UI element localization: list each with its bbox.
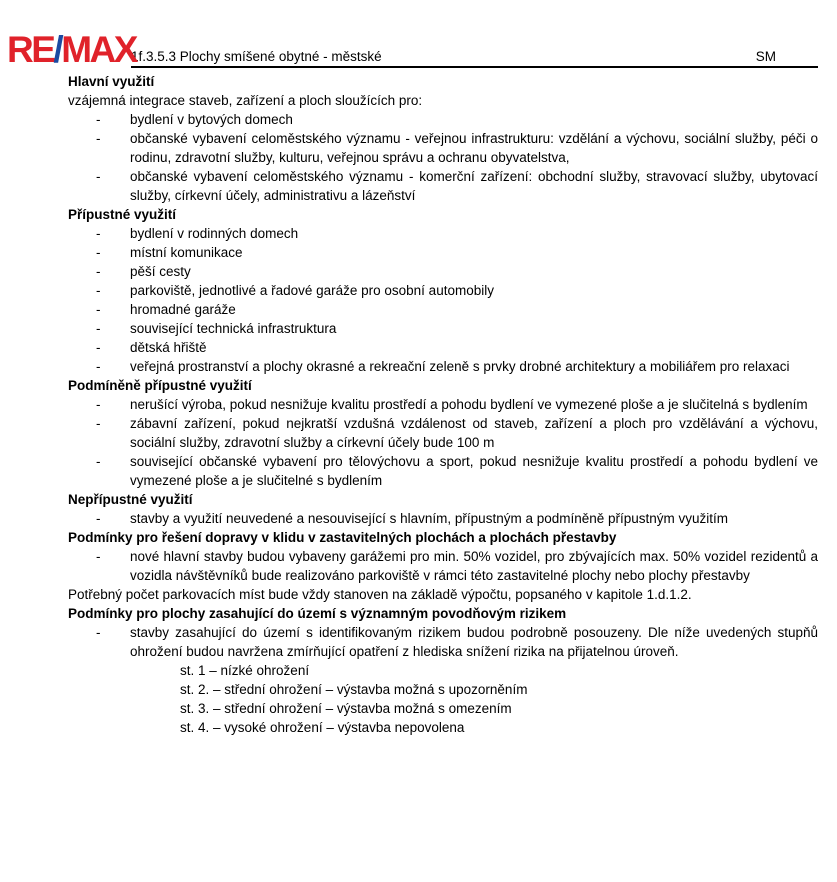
list-item — [68, 300, 818, 319]
bullet-dash: - — [96, 131, 101, 146]
list-item — [68, 262, 818, 281]
list-item-text: zábavní zařízení, pokud nejkratší vzdušná vzdálenost od staveb, zařízení a ploch pro vzdělávání a výchovu, sociální služby, zdravotní služby a církevní účely bude 100 m — [130, 416, 818, 450]
list-item-text: bydlení v rodinných domech — [130, 226, 299, 241]
bullet-dash: - — [96, 321, 101, 336]
bullet-dash: - — [96, 283, 101, 298]
list-item-text: dětská hřiště — [130, 340, 207, 355]
list-item-text: veřejná prostranství a plochy okrasné a rekreační zeleně s prvky drobné architektury a mobiliářem pro relaxaci — [130, 359, 790, 374]
list-item-text: nerušící výroba, pokud nesnižuje kvalitu prostředí a pohodu bydlení ve vymezené ploše a je slučitelná s bydlením — [130, 397, 808, 412]
list-item-text: bydlení v bytových domech — [130, 112, 293, 127]
heading-podminky-doprava: Podmínky pro řešení dopravy v klidu v zastavitelných plochách a plochách přestavby — [68, 530, 617, 545]
list-item — [68, 129, 818, 167]
bullet-dash: - — [96, 511, 101, 526]
remax-logo-slash: / — [53, 29, 62, 70]
section-header-code: SM — [755, 49, 776, 64]
list-item-text: stavby zasahující do území s identifikovaným rizikem budou podrobně posouzeny. Dle níže uvedených stupňů ohrožení budou navržena zmírňující opatření z hlediska snížení rizika na přijatelnou úroveň. — [130, 625, 818, 659]
paragraph-intro: vzájemná integrace staveb, zařízení a ploch sloužících pro: — [68, 93, 423, 108]
list-item — [68, 167, 818, 205]
list-item-text: související technická infrastruktura — [130, 321, 337, 336]
remax-logo-re: RE — [7, 29, 54, 70]
list-item-text: parkoviště, jednotlivé a řadové garáže pro osobní automobily — [130, 283, 494, 298]
section-header-rule — [131, 46, 818, 68]
flood-level-item: st. 3. – střední ohrožení – výstavba možná s omezením — [180, 701, 512, 716]
bullet-dash: - — [96, 264, 101, 279]
list-item-text: občanské vybavení celoměstského významu - veřejnou infrastrukturu: vzdělání a výchovu, sociální služby, péči o rodinu, zdravotní služby, kulturu, veřejnou správu a ochranu obyvatelstva, — [130, 131, 818, 165]
document-content — [68, 72, 818, 737]
remax-logo-max: MAX — [61, 29, 136, 70]
bullet-dash: - — [96, 340, 101, 355]
heading-hlavni-vyuziti: Hlavní využití — [68, 74, 155, 89]
section-header-title: 1f.3.5.3 Plochy smíšené obytné - městské — [131, 49, 382, 64]
list-item — [68, 281, 818, 300]
bullet-dash: - — [96, 416, 101, 431]
bullet-dash: - — [96, 226, 101, 241]
list-item — [68, 547, 818, 585]
paragraph-parking-note: Potřebný počet parkovacích míst bude vždy stanoven na základě výpočtu, popsaného v kapitole 1.d.1.2. — [68, 587, 692, 602]
list-item — [68, 414, 818, 452]
list-item-text: související občanské vybavení pro tělovýchovu a sport, pokud nesnižuje kvalitu prostředí a pohodu bydlení ve vymezené ploše a je slučitelné s bydlením — [130, 454, 818, 488]
bullet-dash: - — [96, 625, 101, 640]
bullet-dash: - — [96, 169, 101, 184]
list-item — [68, 319, 818, 338]
list-item-text: stavby a využití neuvedené a nesouvisející s hlavním, přípustným a podmíněně přípustným využitím — [130, 511, 729, 526]
bullet-dash: - — [96, 245, 101, 260]
list-item-text: nové hlavní stavby budou vybaveny garážemi pro min. 50% vozidel, pro zbývajících max. 50% vozidel rezidentů a vozidla návštěvníků bude realizováno parkoviště v rámci této zastavitelné plochy nebo plochy přestavby — [130, 549, 818, 583]
heading-podminky-povodnove-riziko: Podmínky pro plochy zasahující do území s významným povodňovým rizikem — [68, 606, 567, 621]
list-item — [68, 623, 818, 661]
list-item — [68, 509, 818, 528]
list-item — [68, 243, 818, 262]
list-item — [68, 452, 818, 490]
list-item — [68, 395, 818, 414]
heading-podminene-pripustne-vyuziti: Podmíněně přípustné využití — [68, 378, 252, 393]
remax-logo — [7, 31, 136, 68]
heading-pripustne-vyuziti: Přípustné využití — [68, 207, 177, 222]
bullet-dash: - — [96, 112, 101, 127]
bullet-dash: - — [96, 549, 101, 564]
list-item — [68, 357, 818, 376]
list-item-text: pěší cesty — [130, 264, 191, 279]
bullet-dash: - — [96, 454, 101, 469]
flood-level-item: st. 2. – střední ohrožení – výstavba možná s upozorněním — [180, 682, 528, 697]
list-item — [68, 110, 818, 129]
bullet-dash: - — [96, 359, 101, 374]
bullet-dash: - — [96, 397, 101, 412]
list-item-text: místní komunikace — [130, 245, 243, 260]
list-item-text: hromadné garáže — [130, 302, 236, 317]
list-item-text: občanské vybavení celoměstského významu - komerční zařízení: obchodní služby, stravovací služby, ubytovací služby, církevní účely, administrativu a lázeňství — [130, 169, 818, 203]
list-item — [68, 224, 818, 243]
flood-level-item: st. 1 – nízké ohrožení — [180, 663, 310, 678]
heading-nepripustne-vyuziti: Nepřípustné využití — [68, 492, 193, 507]
bullet-dash: - — [96, 302, 101, 317]
flood-level-item: st. 4. – vysoké ohrožení – výstavba nepovolena — [180, 720, 465, 735]
list-item — [68, 338, 818, 357]
